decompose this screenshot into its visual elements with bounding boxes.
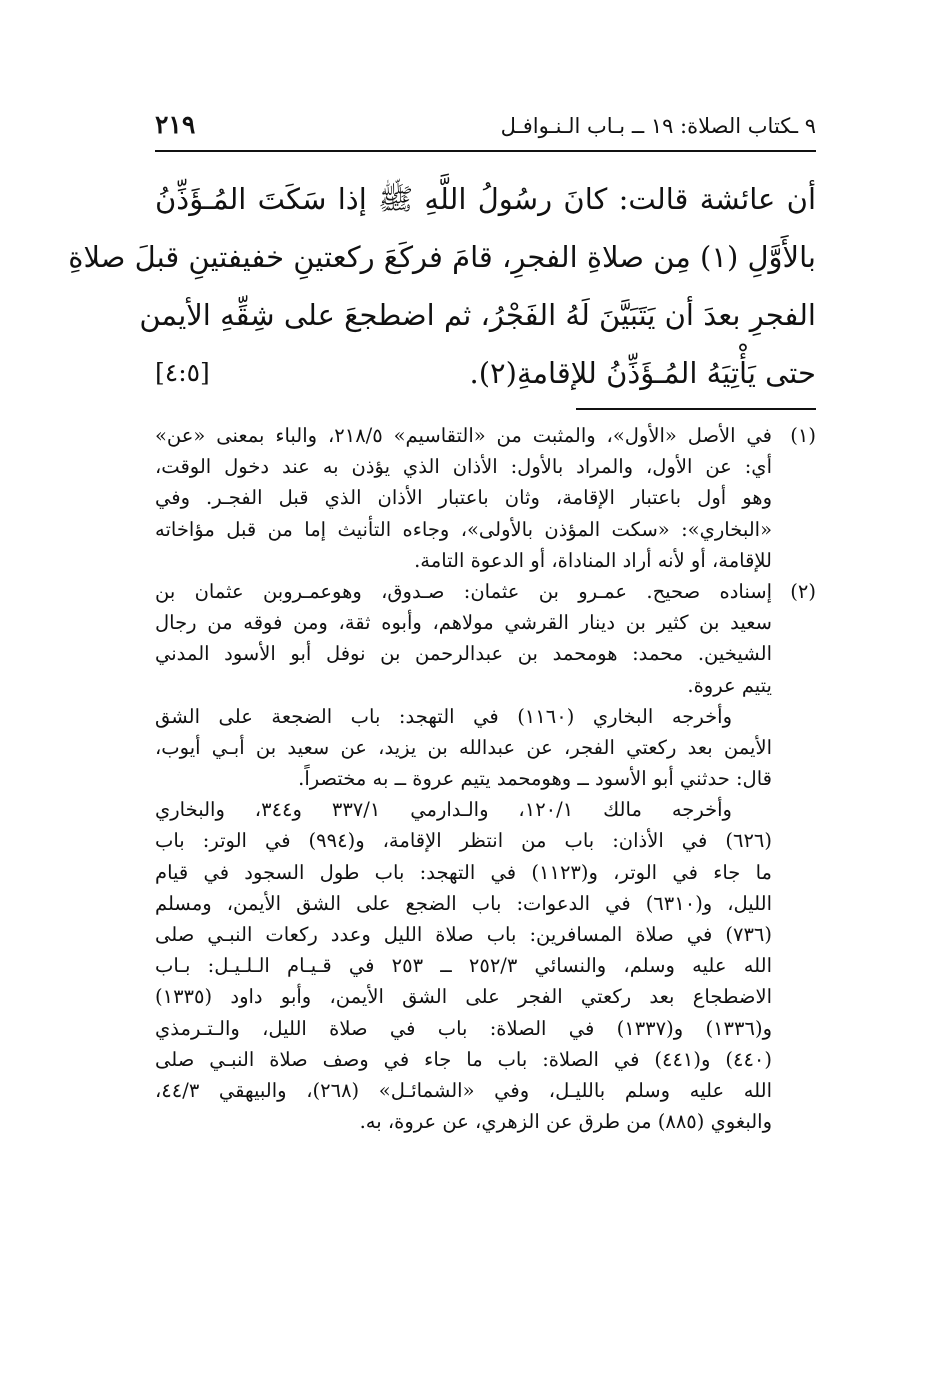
- footnote-number: (١): [790, 424, 816, 447]
- footnote-line: «البخاري»: «سكت المؤذن بالأولى»، وجاءه التأنيث إما من قبل مؤاخاته: [155, 517, 772, 541]
- footnote-1: [155, 420, 816, 576]
- footnote-line: والبغوي (٨٨٥) من طرق عن الزهري، عن عروة، به.: [359, 1110, 772, 1134]
- footnote-line: الليل، و(٦٣١٠) في الدعوات: باب الضجع على الشق الأيمن، ومسلم: [155, 891, 772, 915]
- footnote-line: الشيخين. محمد: هومحمد بن عبدالرحمن بن نوفل أبو الأسود المدني: [155, 642, 772, 666]
- footnote-line: (٧٣٦) في صلاة المسافرين: باب صلاة الليل وعدد ركعات النبـي صلى: [155, 923, 772, 946]
- footnote-number: (٢): [790, 579, 816, 603]
- running-title: ٩ ـكتاب الصلاة: ١٩ ــ بـاب الـنـوافـل: [500, 114, 816, 138]
- footnote-line: الأيمن بعد ركعتي الفجر، عن عبدالله بن يزيد، عن سعيد بن أبـي أيوب،: [155, 735, 772, 759]
- footnote-line: وهو أول باعتبار الإقامة، وثان باعتبار الأذان الذي قبل الفجـر. وفي: [155, 486, 772, 510]
- footnote-rule: [576, 408, 816, 410]
- footnote-line: للإقامة، أو لأنه أراد المناداة، أو الدعوة التامة.: [414, 548, 772, 572]
- footnote-line: يتيم عروة.: [687, 673, 772, 697]
- running-header: [155, 108, 816, 144]
- page-number: ٢١٩: [155, 110, 196, 139]
- footnote-2: [155, 576, 816, 1137]
- footnote-line: وأخرجه البخاري (١١٦٠) في التهجد: باب الضجعة على الشق: [155, 704, 732, 728]
- hadith-text: [68, 170, 816, 402]
- footnote-line: إسناده صحيح. عمـرو بن عثمان: صـدوق، وهوعمـروبن عثمان بن: [155, 579, 772, 603]
- footnote-line: وأخرجه مالك ١٢٠/١، والـدارمي ٣٣٧/١ و٣٤٤، والبخاري: [155, 798, 732, 822]
- header-rule: [155, 150, 816, 152]
- footnote-line: الاضطجاع بعد ركعتي الفجر على الشق الأيمن، وأبو داود (١٣٣٥): [155, 985, 772, 1009]
- footnote-line: في الأصل «الأول»، والمثبت من «التقاسيم» ٢١٨/٥، والباء بمعنى «عن»: [155, 424, 772, 447]
- footnote-line: سعيد بن كثير بن دينار القرشي مولاهم، وأبوه ثقة، ومن فوقه من رجال: [155, 611, 772, 635]
- footnote-line: ما جاء في الوتر، و(١١٢٣) في التهجد: باب طول السجود في قيام: [155, 860, 772, 884]
- hadith-line: الفجرِ بعدَ أن يَتَبَيَّنَ لَهُ الفَجْرُ، ثم اضطجعَ على شِقِّهِ الأيمن: [139, 298, 816, 332]
- footnotes: [155, 420, 816, 1137]
- hadith-line-text: حتى يَأْتِيَهُ المُـؤَذِّنُ للإقامةِ(٢).: [469, 356, 816, 390]
- footnote-line: أي: عن الأول، والمراد بالأول: الأذان الذي يؤذن به عند دخول الوقت،: [155, 455, 772, 479]
- footnote-line: الله عليه وسلم، والنسائي ٢٥٢/٣ ــ ٢٥٣ في قـيـام الـلـيـل: بـاب: [155, 954, 772, 978]
- footnote-line: (٤٤٠) و(٤٤١) في الصلاة: باب ما جاء في وصف صلاة النبـي صلى: [155, 1047, 773, 1071]
- footnote-line: و(١٣٣٦) و(١٣٣٧) في الصلاة: باب في صلاة الليل، والـتـرمذي: [155, 1016, 772, 1040]
- footnote-line: (٦٢٦) في الأذان: باب من انتظر الإقامة، و(٩٩٤) في الوتر: باب: [155, 829, 772, 853]
- footnote-line: الله عليه وسلم بالليـل، وفي «الشمائـل» (٢٦٨)، والبيهقي ٤٤/٣،: [155, 1078, 773, 1102]
- hadith-line: [155, 344, 816, 402]
- hadith-line: بالأَوَّلِ (١) مِن صلاةِ الفجرِ، قامَ فركَعَ ركعتينِ خفيفتينِ قبلَ صلاةِ: [68, 240, 816, 274]
- footnote-line: قال: حدثني أبو الأسود ــ وهومحمد يتيم عروة ــ به مختصراً.: [298, 767, 772, 791]
- hadith-reference: [٤:٥]: [155, 358, 210, 387]
- hadith-line: أن عائشة قالت: كانَ رسُولُ اللَّهِ ﷺ إذا سَكَتَ المُـؤَذِّنُ: [155, 182, 816, 216]
